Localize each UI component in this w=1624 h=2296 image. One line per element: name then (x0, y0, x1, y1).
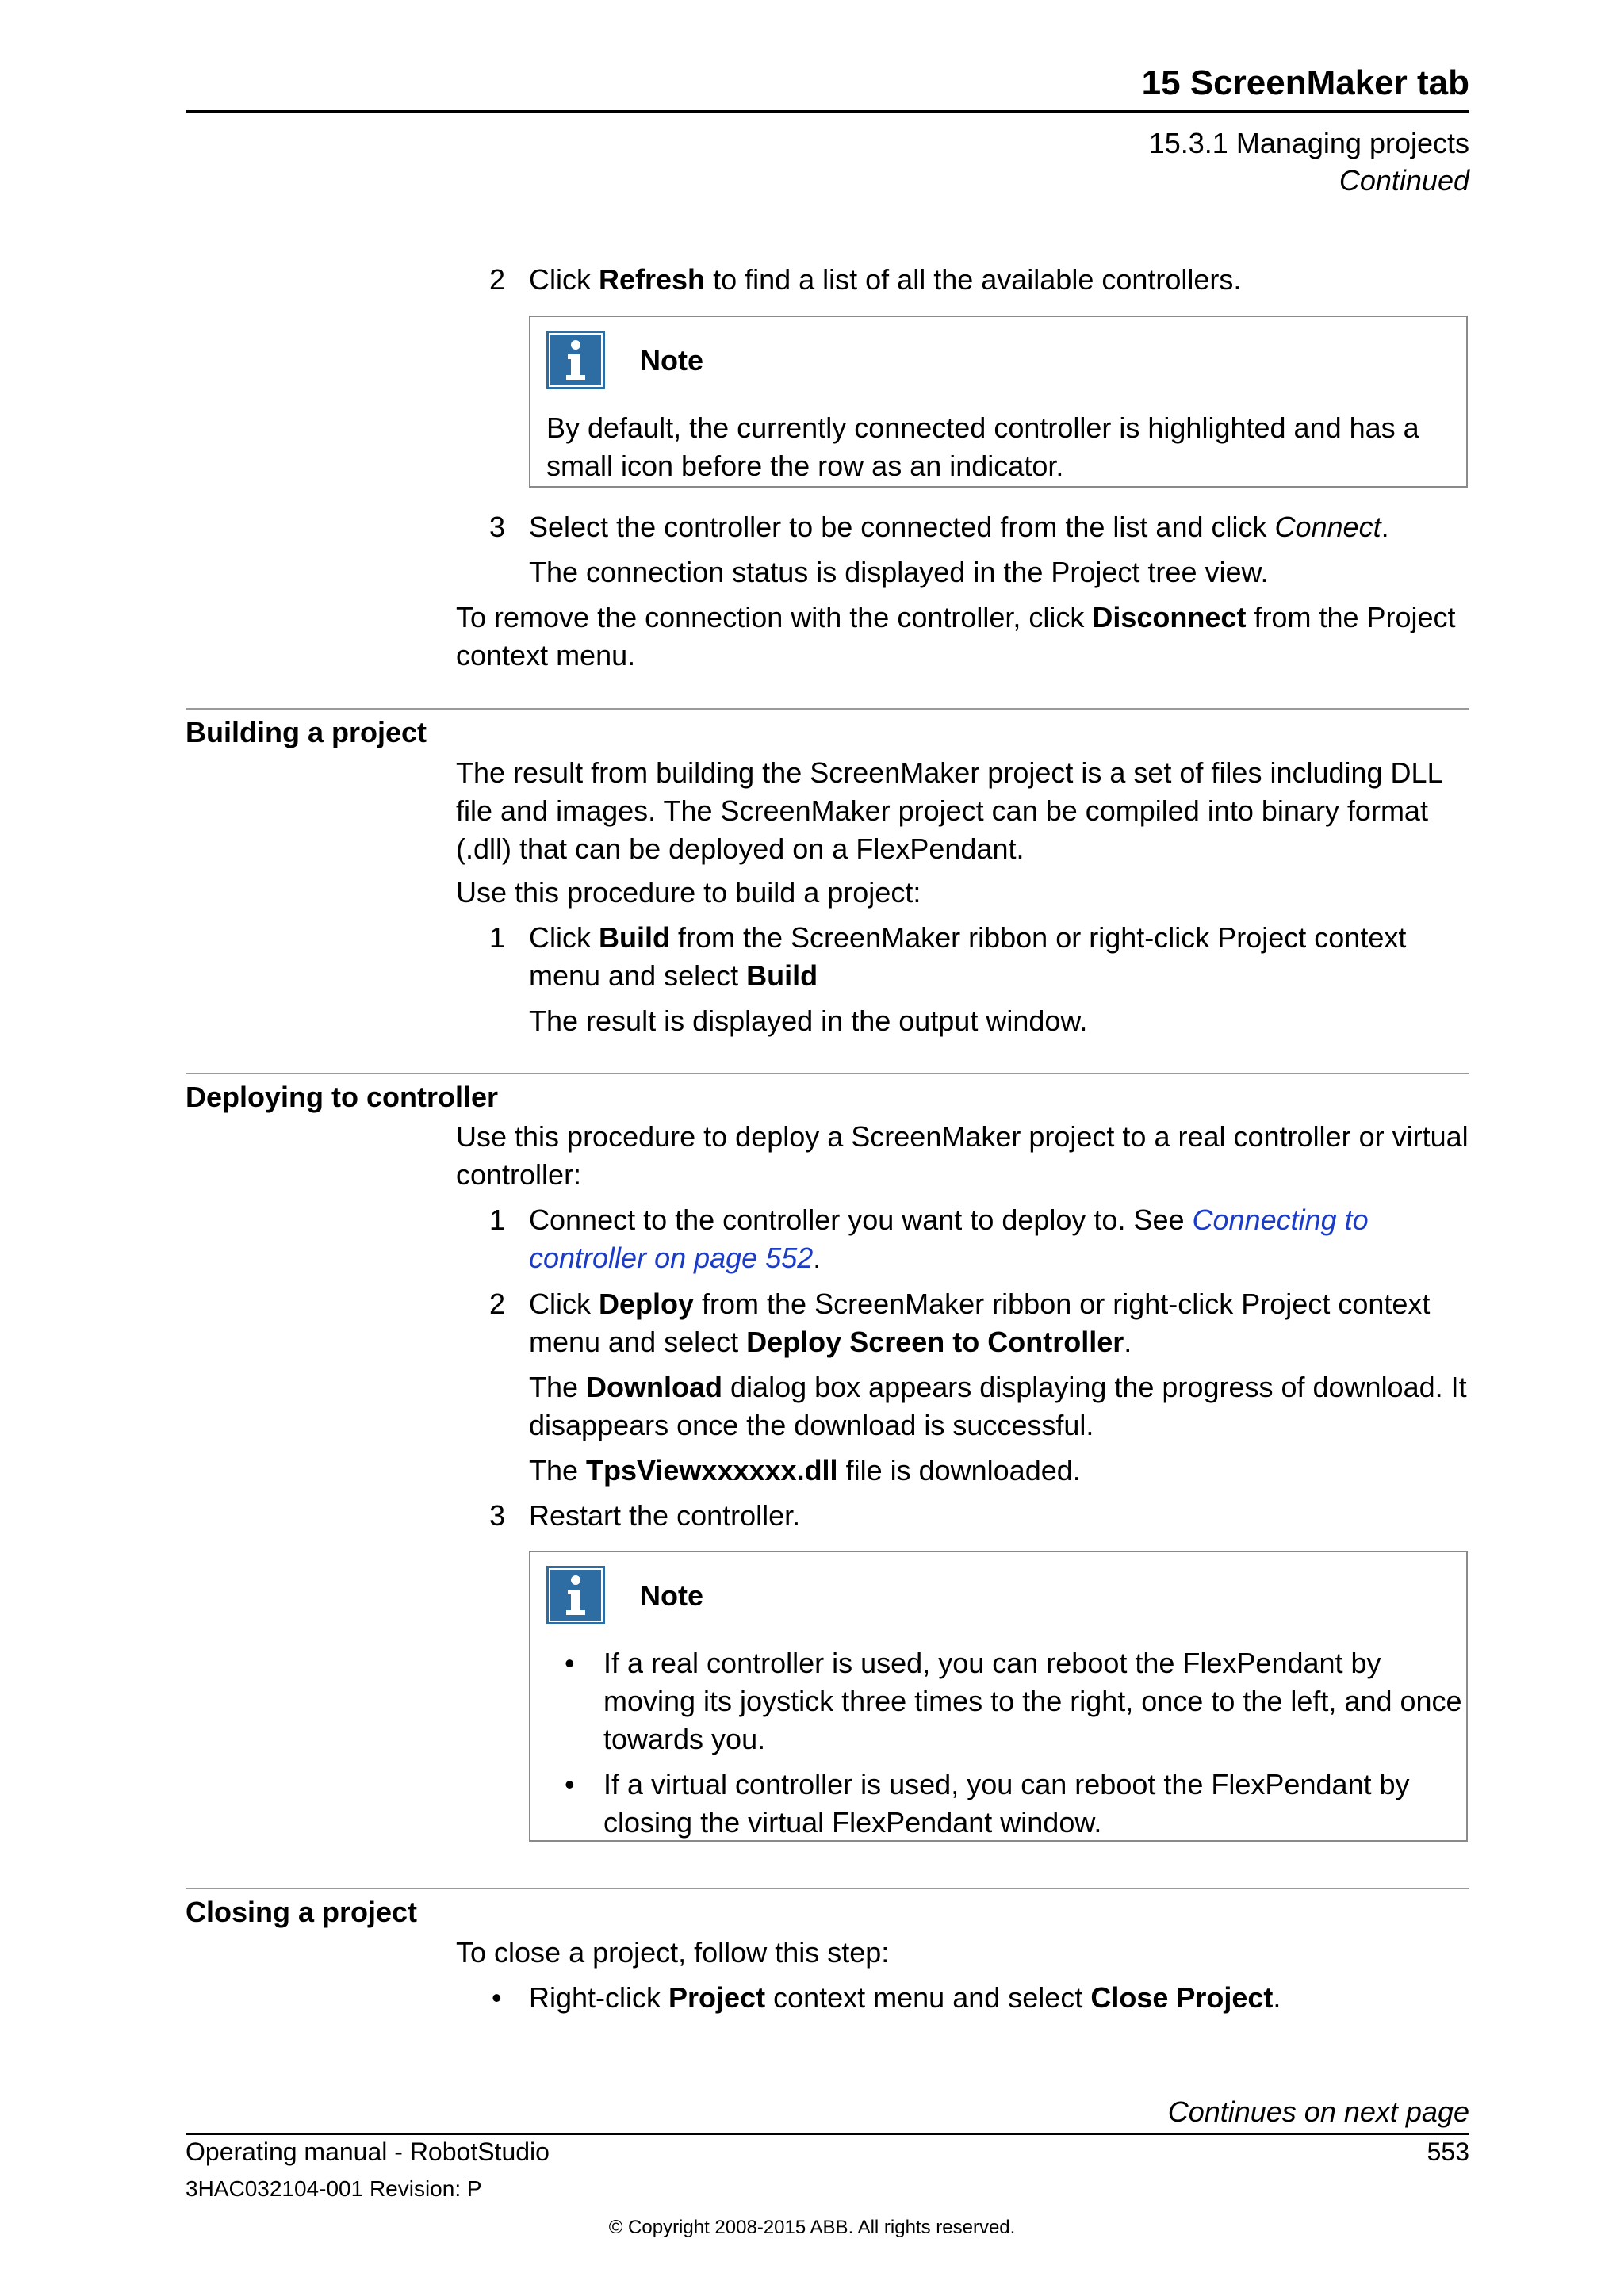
continues-label: Continues on next page (1167, 2095, 1469, 2128)
step-number: 1 (489, 921, 506, 954)
paragraph: Use this procedure to deploy a ScreenMaker project to a real controller or virtual controller: (456, 1120, 1469, 1191)
paragraph: The result from building the ScreenMaker project is a set of files including DLL file and images. The ScreenMaker project can be compiled into binary format (.dll) that can be deployed on a FlexPendant. (456, 756, 1442, 865)
page-link[interactable]: Connecting to controller on page 552 (529, 1203, 1369, 1274)
section-divider (186, 1073, 1469, 1074)
section-heading: Deploying to controller (186, 1081, 499, 1113)
info-icon (546, 1566, 605, 1624)
section-divider (186, 1888, 1469, 1889)
manual-title: Operating manual - RobotStudio (186, 2137, 550, 2166)
document-id: 3HAC032104-001 Revision: P (186, 2176, 482, 2201)
info-icon (546, 331, 605, 389)
paragraph: To close a project, follow this step: (456, 1936, 890, 1969)
section-title: 15.3.1 Managing projects (1148, 127, 1469, 159)
copyright: © Copyright 2008-2015 ABB. All rights reserved. (608, 2217, 1016, 2238)
step-text: Click Refresh to find a list of all the available controllers. (529, 263, 1242, 296)
step-result: The Download dialog box appears displaying the progress of download. It disappears once the download is successful. (529, 1371, 1467, 1441)
note-title: Note (640, 344, 703, 377)
step-number: 2 (489, 1288, 506, 1320)
step-result: The connection status is displayed in the Project tree view. (529, 556, 1269, 588)
note-box (529, 1551, 1468, 1842)
step-number: 3 (489, 511, 506, 543)
note-text: By default, the currently connected controller is highlighted and has a small icon before the row as an indicator. (546, 411, 1419, 482)
step-text: Click Deploy from the ScreenMaker ribbon or right-click Project context menu and select Deploy Screen to Controller. (529, 1288, 1431, 1358)
step-text: Select the controller to be connected from the list and click Connect. (529, 511, 1389, 543)
paragraph: To remove the connection with the controller, click Disconnect from the Project context menu. (456, 601, 1456, 672)
step-number: 3 (489, 1499, 506, 1532)
chapter-title: 15 ScreenMaker tab (1141, 63, 1469, 102)
section-divider (186, 708, 1469, 710)
header-rule (186, 110, 1469, 113)
step-text: Connect to the controller you want to deploy to. See Connecting to controller on page 552. (529, 1203, 1369, 1274)
section-heading: Building a project (186, 716, 427, 748)
continued-label: Continued (1339, 164, 1469, 197)
step-result: The TpsViewxxxxxx.dll file is downloaded. (529, 1454, 1081, 1487)
step-text: Restart the controller. (529, 1499, 801, 1532)
step-text: Click Build from the ScreenMaker ribbon or right-click Project context menu and select Build (529, 921, 1407, 992)
page-number: 553 (1427, 2137, 1469, 2166)
note-item: If a real controller is used, you can reboot the FlexPendant by moving its joystick three times to the right, once to the left, and once towards you. (603, 1647, 1462, 1755)
bullet: • (492, 1981, 502, 2014)
footer-rule (186, 2133, 1469, 2135)
step-number: 1 (489, 1203, 506, 1236)
step-number: 2 (489, 263, 506, 296)
bullet: • (565, 1768, 575, 1800)
list-item: Right-click Project context menu and select Close Project. (529, 1981, 1281, 2014)
note-box (529, 316, 1468, 488)
note-title: Note (640, 1579, 703, 1612)
step-result: The result is displayed in the output window. (529, 1004, 1088, 1037)
bullet: • (565, 1647, 575, 1679)
paragraph: Use this procedure to build a project: (456, 876, 921, 909)
section-heading: Closing a project (186, 1896, 418, 1928)
note-item: If a virtual controller is used, you can reboot the FlexPendant by closing the virtual FlexPendant window. (603, 1768, 1410, 1839)
